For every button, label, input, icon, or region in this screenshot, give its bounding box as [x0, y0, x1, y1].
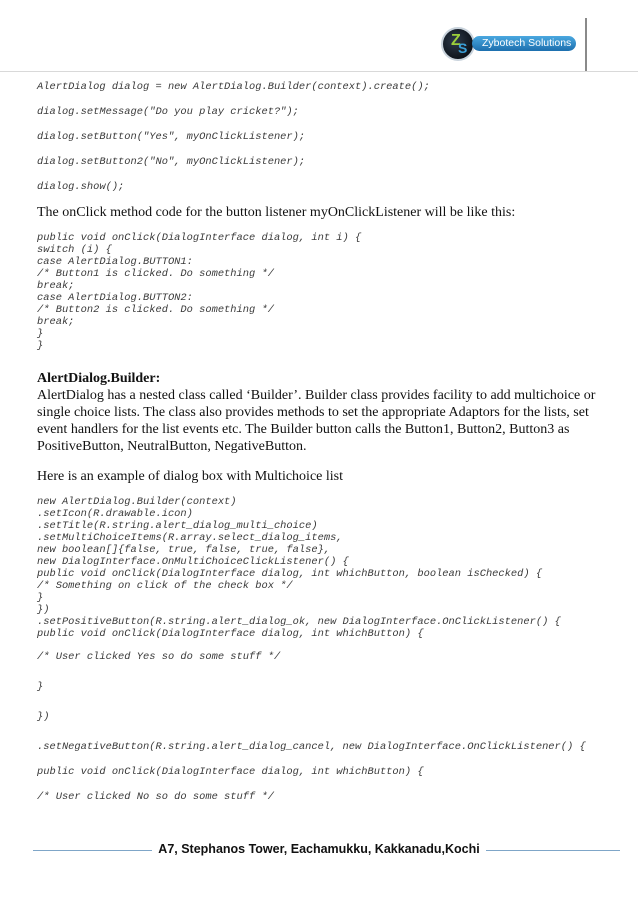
- paragraph-builder: AlertDialog has a nested class called ‘Builder’. Builder class provides facility to add multichoice or single choice lists. The class also provides methods to set the appropriate Adaptors for the lists, set event handlers for the list events etc. The Builder button calls the Button1, Button2, Button3 as PositiveButton, NeutralButton, NegativeButton.: [37, 388, 596, 454]
- code-line: dialog.setButton("Yes", myOnClickListener);: [37, 131, 306, 143]
- code-line: }: [37, 681, 44, 693]
- code-block-multichoice: new AlertDialog.Builder(context) .setIcon(R.drawable.icon) .setTitle(R.string.alert_dialog_multi_choice) .setMultiChoiceItems(R.array.select_dialog_items, new boolean[]{false, true, false, true, false}, new DialogInterface.OnMultiChoiceClickListener() { public void onClick(DialogInterface dialog, int whichButton, boolean isChecked) { /* Something on click of the check box */ } }) .setPositiveButton(R.string.alert_dialog_ok, new DialogInterface.OnClickListener() { public void onClick(DialogInterface dialog, int whichButton) {: [37, 496, 561, 640]
- header-vertical-divider: [585, 18, 587, 72]
- page-content: [37, 81, 617, 803]
- code-line: dialog.setButton2("No", myOnClickListener);: [37, 156, 306, 168]
- code-line: /* User clicked No so do some stuff */: [37, 791, 274, 803]
- section-heading: AlertDialog.Builder:: [37, 371, 161, 386]
- footer: [0, 842, 638, 856]
- code-line: public void onClick(DialogInterface dialog, int whichButton) {: [37, 766, 424, 778]
- header-divider: [0, 71, 638, 72]
- code-line: dialog.show();: [37, 181, 125, 193]
- logo-mark-z: Z: [451, 32, 461, 49]
- logo-mark-s: S: [458, 40, 468, 56]
- code-line: .setNegativeButton(R.string.alert_dialog_cancel, new DialogInterface.OnClickListener() {: [37, 741, 586, 753]
- paragraph-onclick-intro: The onClick method code for the button listener myOnClickListener will be like this:: [37, 205, 516, 220]
- code-line: dialog.setMessage("Do you play cricket?");: [37, 106, 299, 118]
- code-line: AlertDialog dialog = new AlertDialog.Builder(context).create();: [37, 81, 430, 93]
- code-block-onclick: public void onClick(DialogInterface dialog, int i) { switch (i) { case AlertDialog.BUTTON1: /* Button1 is clicked. Do something */ break; case AlertDialog.BUTTON2: /* Button2 is clicked. Do something */ break; } }: [37, 232, 362, 352]
- company-logo: [441, 24, 576, 64]
- footer-address: A7, Stephanos Tower, Eachamukku, Kakkanadu,Kochi: [152, 842, 485, 856]
- paragraph-multichoice-intro: Here is an example of dialog box with Multichoice list: [37, 469, 343, 484]
- code-line: }): [37, 711, 50, 723]
- code-line: /* User clicked Yes so do some stuff */: [37, 651, 281, 663]
- logo-badge-icon: [441, 27, 475, 61]
- brand-name: Zybotech Solutions: [472, 36, 576, 51]
